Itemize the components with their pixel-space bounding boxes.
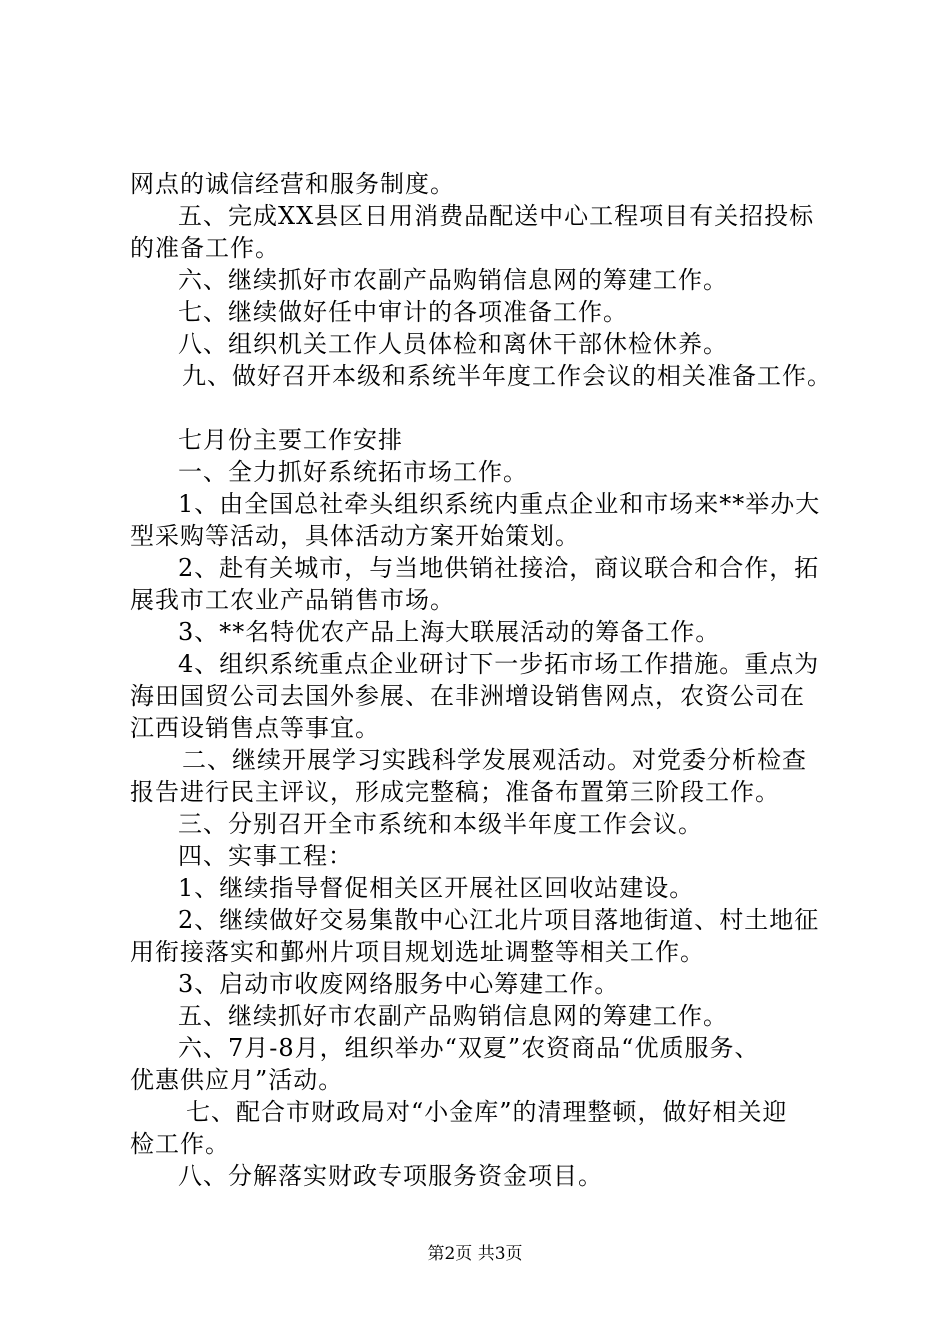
text-line: 六、7月-8月，组织举办“双夏”农资商品“优质服务、 (178, 1034, 760, 1062)
text-line: 七、配合市财政局对“小金库”的清理整顿，做好相关迎 (186, 1098, 788, 1126)
text-line: 的准备工作。 (130, 234, 280, 262)
page-number-label: 第2页 共3页 (427, 1244, 523, 1264)
paragraph-gap (130, 392, 850, 424)
text-line: 九、做好召开本级和系统半年度工作会议的相关准备工作。 (182, 362, 832, 390)
text-line: 1、由全国总社牵头组织系统内重点企业和市场来**举办大 (178, 490, 821, 518)
page-footer (0, 1243, 950, 1265)
text-line: 海田国贸公司去国外参展、在非洲增设销售网点，农资公司在 (130, 682, 805, 710)
text-line: 4、组织系统重点企业研讨下一步拓市场工作措施。重点为 (178, 650, 820, 678)
text-line: 检工作。 (130, 1130, 230, 1158)
text-line: 用衔接落实和鄞州片项目规划选址调整等相关工作。 (130, 938, 705, 966)
text-line: 八、组织机关工作人员体检和离休干部休检休养。 (178, 330, 728, 358)
text-line: 2、继续做好交易集散中心江北片项目落地街道、村土地征 (178, 906, 820, 934)
document-body (130, 168, 850, 1192)
section-heading: 七月份主要工作安排 (178, 426, 403, 454)
text-line: 3、**名特优农产品上海大联展活动的筹备工作。 (178, 618, 721, 646)
text-line: 2、赴有关城市，与当地供销社接洽，商议联合和合作，拓 (178, 554, 820, 582)
text-line: 3、启动市收废网络服务中心筹建工作。 (178, 970, 620, 998)
text-line: 展我市工农业产品销售市场。 (130, 586, 455, 614)
text-line: 1、继续指导督促相关区开展社区回收站建设。 (178, 874, 695, 902)
text-line: 五、完成XX县区日用消费品配送中心工程项目有关招投标 (178, 202, 815, 230)
text-line: 网点的诚信经营和服务制度。 (130, 170, 455, 198)
text-line: 四、实事工程： (178, 842, 353, 870)
text-line: 报告进行民主评议，形成完整稿；准备布置第三阶段工作。 (130, 778, 780, 806)
text-line: 六、继续抓好市农副产品购销信息网的筹建工作。 (178, 266, 728, 294)
text-line: 八、分解落实财政专项服务资金项目。 (178, 1162, 603, 1190)
text-line: 五、继续抓好市农副产品购销信息网的筹建工作。 (178, 1002, 728, 1030)
text-line: 型采购等活动，具体活动方案开始策划。 (130, 522, 580, 550)
text-line: 二、继续开展学习实践科学发展观活动。对党委分析检查 (182, 746, 807, 774)
text-line: 七、继续做好任中审计的各项准备工作。 (178, 298, 628, 326)
text-line: 三、分别召开全市系统和本级半年度工作会议。 (178, 810, 703, 838)
text-line: 优惠供应月”活动。 (130, 1066, 344, 1094)
text-line: 江西设销售点等事宜。 (130, 714, 380, 742)
text-line: 一、全力抓好系统拓市场工作。 (178, 458, 528, 486)
